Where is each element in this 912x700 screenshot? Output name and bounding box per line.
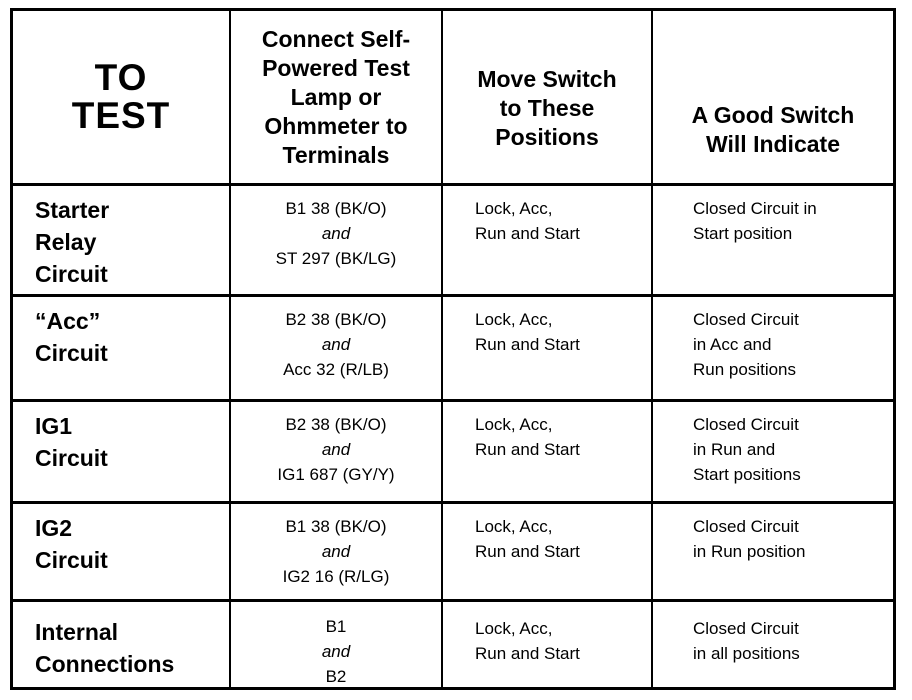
- header-line: Will Indicate: [706, 131, 840, 157]
- positions-line: Lock, Acc,: [475, 199, 553, 218]
- indication-line: Start positions: [693, 465, 801, 484]
- switch-test-table: [10, 8, 896, 690]
- conjunction: and: [321, 224, 351, 243]
- header-line: Ohmmeter to: [264, 112, 408, 139]
- header-line: Lamp or: [290, 83, 382, 110]
- row-label-line: Circuit: [35, 445, 108, 471]
- positions-line: Lock, Acc,: [475, 619, 553, 638]
- header-line: Positions: [495, 123, 599, 150]
- terminals-cell: [231, 297, 441, 399]
- row-label-acc: [13, 297, 229, 399]
- indication-line: Closed Circuit: [693, 619, 799, 638]
- indication-cell: [653, 504, 893, 599]
- header-line: TEST: [71, 95, 171, 136]
- positions-cell: [443, 297, 651, 399]
- terminal-b: IG2 16 (R/LG): [282, 567, 390, 586]
- header-line: A Good Switch: [691, 102, 855, 128]
- header-connect-terminals: [231, 11, 441, 183]
- row-label-line: Relay: [35, 229, 97, 255]
- header-to-test: [13, 11, 229, 183]
- indication-line: Closed Circuit in: [693, 199, 817, 218]
- positions-line: Run and Start: [475, 335, 580, 354]
- positions-cell: [443, 402, 651, 501]
- positions-line: Lock, Acc,: [475, 310, 553, 329]
- indication-line: in all positions: [693, 644, 800, 663]
- terminal-b: ST 297 (BK/LG): [275, 249, 397, 268]
- row-label-line: Circuit: [35, 340, 108, 366]
- positions-line: Lock, Acc,: [475, 415, 553, 434]
- terminal-b: B2: [325, 667, 347, 686]
- terminal-b: Acc 32 (R/LB): [283, 360, 389, 379]
- indication-cell: [653, 297, 893, 399]
- header-line: to These: [499, 94, 595, 121]
- terminals-cell: [231, 504, 441, 599]
- terminal-a: B2 38 (BK/O): [285, 415, 387, 434]
- row-label-line: Internal: [35, 619, 119, 645]
- row-label-ig1: [13, 402, 229, 501]
- indication-cell: [653, 186, 893, 294]
- row-label-line: Circuit: [35, 261, 108, 287]
- positions-cell: [443, 602, 651, 687]
- conjunction: and: [321, 440, 351, 459]
- indication-line: Start position: [693, 224, 793, 243]
- indication-line: in Run and: [693, 440, 776, 459]
- indication-line: Closed Circuit: [693, 310, 799, 329]
- indication-line: in Run position: [693, 542, 806, 561]
- row-label-internal-connections: [13, 602, 229, 687]
- terminal-a: B2 38 (BK/O): [285, 310, 387, 329]
- terminal-a: B1: [325, 617, 347, 636]
- terminals-cell: [231, 602, 441, 687]
- conjunction: and: [321, 542, 351, 561]
- positions-cell: [443, 186, 651, 294]
- conjunction: and: [321, 642, 351, 661]
- terminal-a: B1 38 (BK/O): [285, 517, 387, 536]
- row-label-line: IG2: [35, 515, 73, 541]
- indication-line: Run positions: [693, 360, 797, 379]
- row-label-ig2: [13, 504, 229, 599]
- positions-line: Run and Start: [475, 224, 580, 243]
- positions-line: Lock, Acc,: [475, 517, 553, 536]
- indication-cell: [653, 402, 893, 501]
- header-line: Connect Self-: [261, 25, 411, 52]
- indication-line: Closed Circuit: [693, 415, 799, 434]
- header-line: Terminals: [282, 141, 390, 168]
- header-good-switch: [653, 11, 893, 183]
- conjunction: and: [321, 335, 351, 354]
- header-line: Move Switch: [477, 65, 617, 92]
- positions-line: Run and Start: [475, 644, 580, 663]
- terminals-cell: [231, 402, 441, 501]
- row-label-line: Starter: [35, 197, 110, 223]
- terminal-a: B1 38 (BK/O): [285, 199, 387, 218]
- terminal-b: IG1 687 (GY/Y): [277, 465, 395, 484]
- header-line: TO: [94, 57, 148, 98]
- positions-line: Run and Start: [475, 440, 580, 459]
- row-label-line: Connections: [35, 651, 175, 677]
- positions-cell: [443, 504, 651, 599]
- header-move-switch: [443, 11, 651, 183]
- indication-line: in Acc and: [693, 335, 772, 354]
- row-label-starter-relay: [13, 186, 229, 294]
- positions-line: Run and Start: [475, 542, 580, 561]
- row-label-line: Circuit: [35, 547, 108, 573]
- terminals-cell: [231, 186, 441, 294]
- indication-line: Closed Circuit: [693, 517, 799, 536]
- row-label-line: IG1: [35, 413, 73, 439]
- row-label-line: “Acc”: [35, 308, 101, 334]
- indication-cell: [653, 602, 893, 687]
- header-line: Powered Test: [262, 54, 410, 81]
